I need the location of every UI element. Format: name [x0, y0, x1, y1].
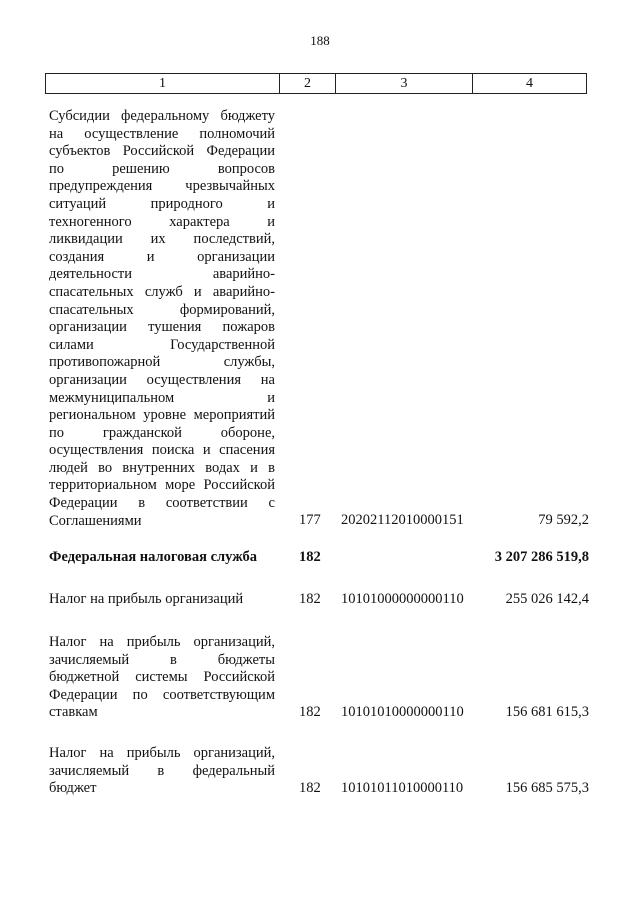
- table-header-row: [45, 73, 587, 94]
- row-kbk-code: 10101000000000110: [341, 591, 464, 608]
- description-line: предупреждения чрезвычайных: [49, 178, 275, 195]
- description-line: Федерации по соответствующим: [49, 686, 275, 703]
- row-admin-code: 182: [299, 591, 321, 608]
- description-line: противопожарной службы,: [49, 354, 275, 371]
- header-col-2: 2: [280, 74, 336, 93]
- description-line: создания и организации: [49, 248, 275, 265]
- row-admin-code: 177: [299, 512, 321, 529]
- description-line: осуществления поиска и спасения: [49, 442, 275, 459]
- description-line: Субсидии федеральному бюджету: [49, 108, 275, 124]
- row-kbk-code: 10101011010000110: [341, 780, 464, 797]
- description-line: ликвидации их последствий,: [49, 231, 275, 248]
- table-row: [49, 591, 589, 609]
- header-col-1: 1: [46, 74, 280, 93]
- row-description: [49, 549, 275, 567]
- description-line: по гражданской обороне,: [49, 424, 275, 441]
- description-line: Налог на прибыль организаций: [49, 591, 244, 607]
- row-description: [49, 634, 275, 722]
- description-line: по решению вопросов: [49, 160, 275, 177]
- description-line: ситуаций природного и: [49, 195, 275, 212]
- description-line: организации тушения пожаров: [49, 319, 275, 336]
- description-line: Соглашениями: [49, 512, 142, 529]
- description-line: субъектов Российской Федерации: [49, 143, 275, 160]
- description-line: бюджет: [49, 780, 97, 797]
- description-line: на осуществление полномочий: [49, 125, 275, 142]
- table-row: [49, 634, 589, 722]
- description-line: региональном уровне мероприятий: [49, 407, 275, 424]
- description-line: межмуниципальном и: [49, 389, 275, 406]
- description-line: спасательных формирований,: [49, 301, 275, 318]
- row-admin-code: 182: [299, 549, 321, 566]
- table-row: [49, 549, 589, 567]
- row-amount: 3 207 286 519,8: [494, 549, 589, 566]
- table-row: [49, 745, 589, 798]
- row-kbk-code: 10101010000000110: [341, 704, 464, 721]
- row-description: [49, 591, 275, 609]
- description-line: зачисляемый в федеральный: [49, 762, 275, 779]
- row-amount: 156 685 575,3: [505, 780, 589, 797]
- description-line: Налог на прибыль организаций,: [49, 745, 275, 761]
- description-line: техногенного характера и: [49, 213, 275, 230]
- row-admin-code: 182: [299, 780, 321, 797]
- row-amount: 255 026 142,4: [505, 591, 589, 608]
- table-row: [49, 108, 589, 530]
- description-line: организации осуществления на: [49, 371, 275, 388]
- header-col-3: 3: [336, 74, 473, 93]
- description-line: Федеральная налоговая служба: [49, 549, 258, 565]
- description-line: Налог на прибыль организаций,: [49, 634, 275, 650]
- description-line: Федерации в соответствии с: [49, 495, 275, 512]
- row-description: [49, 108, 275, 530]
- header-col-4: 4: [526, 76, 533, 91]
- description-line: людей во внутренних водах и в: [49, 459, 275, 476]
- row-amount: 79 592,2: [538, 512, 589, 529]
- description-line: спасательных служб и аварийно-: [49, 283, 275, 300]
- description-line: зачисляемый в бюджеты: [49, 651, 275, 668]
- description-line: деятельности аварийно-: [49, 266, 275, 283]
- page-number: 188: [310, 33, 330, 48]
- row-description: [49, 745, 275, 798]
- row-amount: 156 681 615,3: [505, 704, 589, 721]
- description-line: бюджетной системы Российской: [49, 669, 275, 686]
- description-line: территориальном море Российской: [49, 477, 275, 494]
- description-line: ставкам: [49, 704, 98, 721]
- description-line: силами Государственной: [49, 336, 275, 353]
- row-kbk-code: 20202112010000151: [341, 512, 464, 529]
- row-admin-code: 182: [299, 704, 321, 721]
